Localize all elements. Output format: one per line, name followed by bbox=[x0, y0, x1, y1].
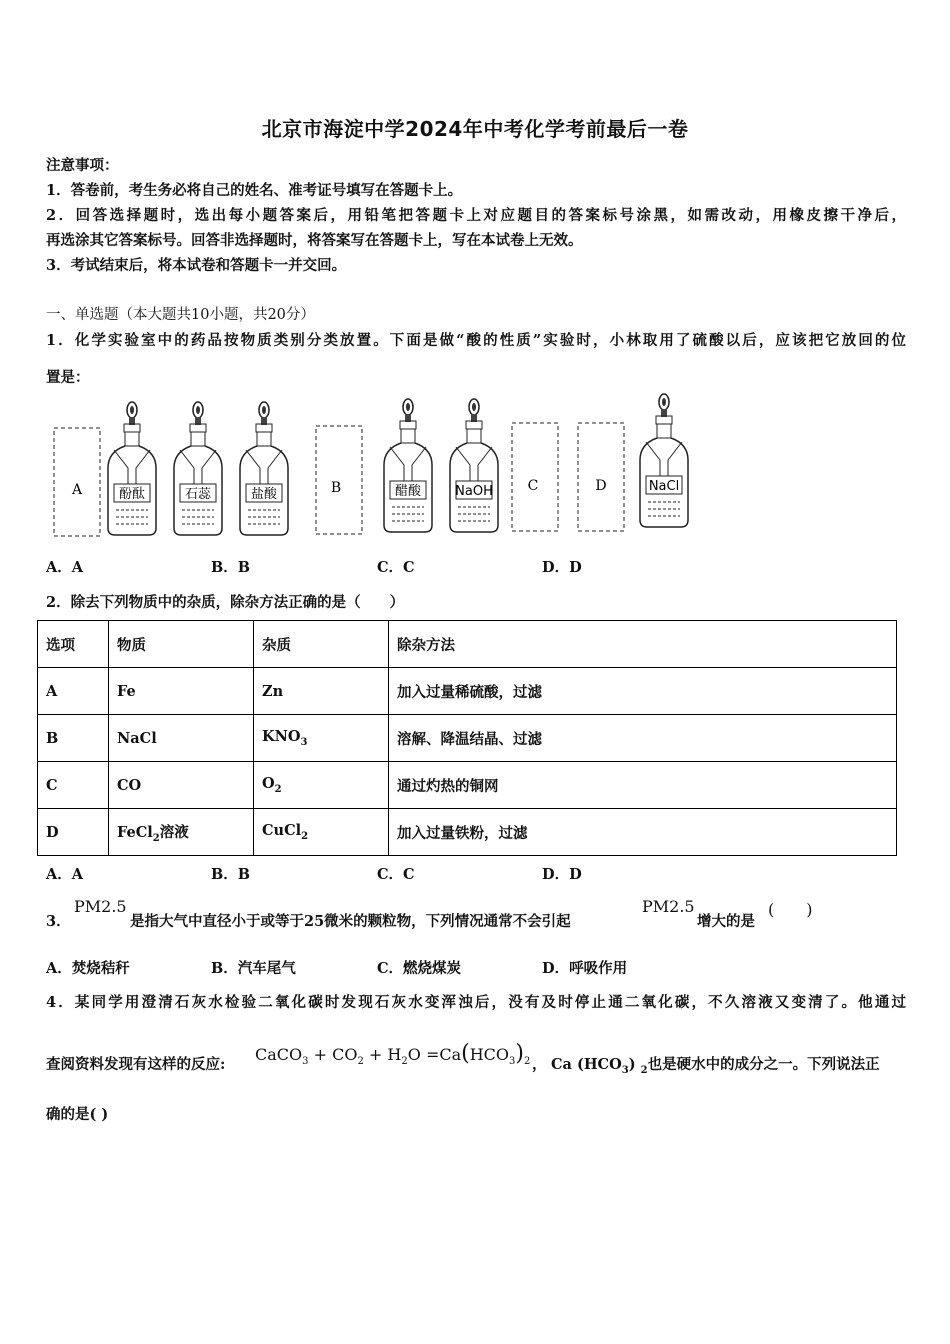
option[interactable]: C．C bbox=[377, 866, 415, 883]
bottle-nacl bbox=[640, 394, 688, 527]
q3-stem-tail: 增大的是 bbox=[697, 913, 755, 930]
cell-option: D bbox=[38, 809, 109, 856]
cell-substance: FeCl$_2$溶液 bbox=[109, 809, 254, 856]
q4-reaction-equation: CaCO$_3$ + $CO_2 + H_2O =Ca(HCO_3)_2$ bbox=[255, 1041, 531, 1068]
header-cell: 除杂方法 bbox=[389, 621, 897, 668]
slot-c bbox=[512, 423, 558, 531]
bottle-litmus bbox=[174, 402, 222, 535]
notice-item: 再选涂其它答案标号。回答非选择题时，将答案写在答题卡上，写在本试卷上无效。 bbox=[46, 232, 583, 249]
slot-d bbox=[578, 423, 624, 531]
q4-stem-pre: 查阅资料发现有这样的反应: bbox=[46, 1056, 226, 1073]
bottle-hydrochloric-acid bbox=[240, 402, 288, 535]
bottle-phenolphthalein bbox=[108, 402, 156, 535]
bottle-naoh bbox=[450, 399, 498, 532]
bottle-label: 盐酸 bbox=[250, 487, 278, 502]
option[interactable]: D．D bbox=[542, 559, 582, 576]
slot-c-label: C bbox=[527, 478, 539, 494]
cell-method: 加入过量铁粉，过滤 bbox=[389, 809, 897, 856]
q1-stem: 1．化学实验室中的药品按物质类别分类放置。下面是做“酸的性质”实验时，小林取用了硫酸以后，应该把它放回的位 bbox=[46, 332, 906, 349]
bottle-label: 石蕊 bbox=[184, 487, 212, 502]
slot-d-label: D bbox=[595, 478, 607, 494]
q3-pm25: PM2.5 bbox=[74, 897, 127, 916]
q2-stem: 2．除去下列物质中的杂质，除杂方法正确的是（ ） bbox=[46, 594, 405, 611]
q3-answer-paren: ( ) bbox=[768, 900, 813, 919]
option[interactable]: D．呼吸作用 bbox=[542, 960, 628, 977]
q3-number: 3． bbox=[46, 913, 71, 930]
q3-stem-mid: 是指大气中直径小于或等于25微米的颗粒物，下列情况通常不会引起 bbox=[130, 913, 571, 930]
cell-substance: CO bbox=[109, 762, 254, 809]
q4-stem: 4．某同学用澄清石灰水检验二氧化碳时发现石灰水变浑浊后，没有及时停止通二氧化碳，不久溶液又变清了。他通过 bbox=[46, 994, 906, 1011]
q2-table bbox=[37, 620, 897, 856]
option[interactable]: A．A bbox=[46, 866, 84, 883]
slot-a-label: A bbox=[71, 482, 83, 498]
bottle-label: NaCl bbox=[648, 479, 680, 494]
section-heading: 一、单选题（本大题共10小题，共20分） bbox=[46, 307, 315, 323]
cell-impurity: CuCl$_2$ bbox=[254, 809, 389, 856]
cell-impurity: $KNO_3$ bbox=[254, 715, 389, 762]
q4-stem-formula: Ca $(HCO_3)$ $_2$也是硬水中的成分之一。下列说法正 bbox=[551, 1056, 880, 1076]
header-cell: 杂质 bbox=[254, 621, 389, 668]
cell-method: 溶解、降温结晶、过滤 bbox=[389, 715, 897, 762]
cell-option: A bbox=[38, 668, 109, 715]
q4-stem-cont: 确的是( ) bbox=[46, 1106, 109, 1123]
cell-option: B bbox=[38, 715, 109, 762]
cell-substance: Fe bbox=[109, 668, 254, 715]
table-header-row bbox=[38, 621, 897, 668]
option[interactable]: C．C bbox=[377, 559, 415, 576]
bottle-label: 醋酸 bbox=[394, 484, 422, 499]
option[interactable]: C．燃烧煤炭 bbox=[377, 960, 462, 977]
header-cell: 选项 bbox=[38, 621, 109, 668]
notice-item: 2．回答选择题时，选出每小题答案后，用铅笔把答题卡上对应题目的答案标号涂黑，如需改动，用橡皮擦干净后， bbox=[46, 207, 906, 224]
option[interactable]: A．A bbox=[46, 559, 84, 576]
bottle-label: 酚酞 bbox=[118, 487, 146, 502]
cell-option: C bbox=[38, 762, 109, 809]
table-row bbox=[38, 668, 897, 715]
notice-item: 1．答卷前，考生务必将自己的姓名、准考证号填写在答题卡上。 bbox=[46, 182, 463, 199]
option[interactable]: B．汽车尾气 bbox=[211, 960, 296, 977]
option[interactable]: B．B bbox=[211, 866, 251, 883]
cell-impurity: $O_2$ bbox=[254, 762, 389, 809]
header-cell: 物质 bbox=[109, 621, 254, 668]
q1-shelf-figure bbox=[40, 390, 720, 545]
bottle-label: NaOH bbox=[455, 484, 493, 499]
option[interactable]: A．焚烧秸秆 bbox=[46, 960, 130, 977]
cell-method: 加入过量稀硫酸，过滤 bbox=[389, 668, 897, 715]
option[interactable]: B．B bbox=[211, 559, 251, 576]
page-title: 北京市海淀中学2024年中考化学考前最后一卷 bbox=[261, 117, 689, 141]
option[interactable]: D．D bbox=[542, 866, 582, 883]
slot-b-label: B bbox=[330, 480, 342, 496]
notice-item: 3．考试结束后，将本试卷和答题卡一并交回。 bbox=[46, 257, 347, 274]
cell-substance: NaCl bbox=[109, 715, 254, 762]
q4-comma: ， bbox=[532, 1056, 547, 1073]
notice-heading: 注意事项： bbox=[46, 157, 119, 174]
q1-stem-cont: 置是： bbox=[46, 369, 90, 386]
bottle-acetic-acid bbox=[384, 399, 432, 532]
table-row bbox=[38, 809, 897, 856]
cell-method: 通过灼热的铜网 bbox=[389, 762, 897, 809]
table-row bbox=[38, 715, 897, 762]
q3-pm25: PM2.5 bbox=[642, 897, 695, 916]
table-row bbox=[38, 762, 897, 809]
cell-impurity: Zn bbox=[254, 668, 389, 715]
